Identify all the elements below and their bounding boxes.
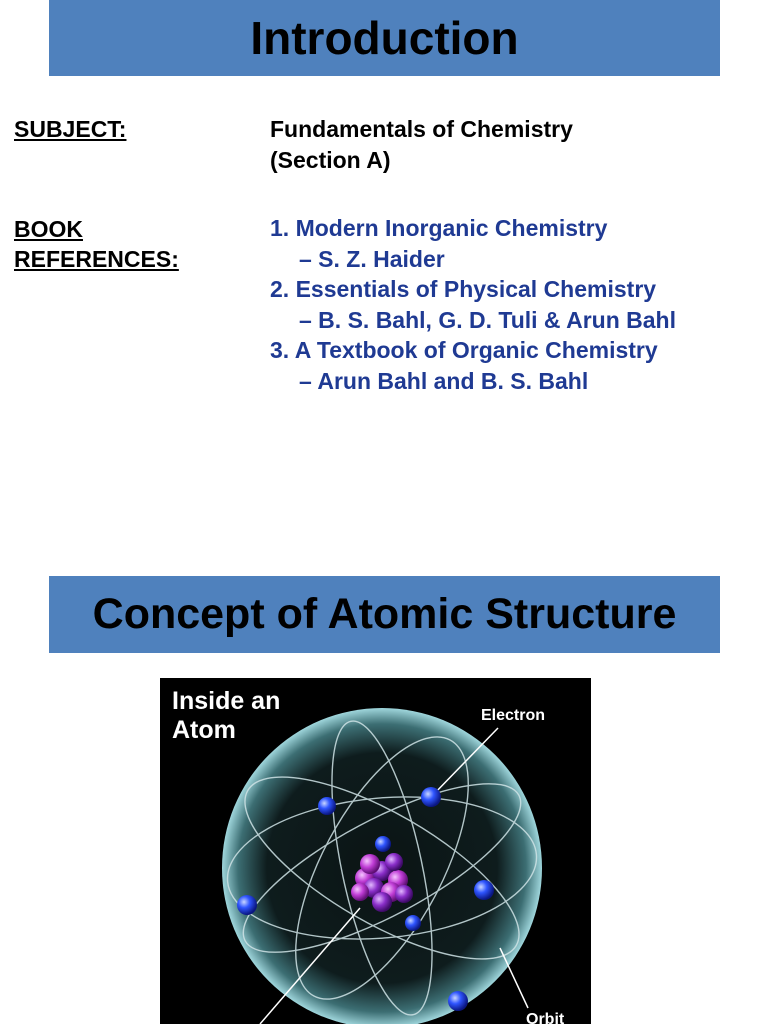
book-reference-item [270,335,676,396]
electron [448,991,468,1011]
subject-label: SUBJECT: [14,116,127,142]
book-reference-title: 3. A Textbook of Organic Chemistry [270,337,658,363]
electron [318,797,336,815]
book-reference-item [270,274,676,335]
orbit-label: Orbit [526,1011,565,1024]
book-reference-title: 1. Modern Inorganic Chemistry [270,215,608,241]
book-reference-author: – S. Z. Haider [299,245,445,272]
book-references-label-line2: REFERENCES: [14,246,179,272]
book-reference-author: – B. S. Bahl, G. D. Tuli & Arun Bahl [299,306,676,333]
electron [375,836,391,852]
atom-illustration [160,678,591,1024]
book-reference-title: 2. Essentials of Physical Chemistry [270,276,657,302]
subject-value-line2: (Section A) [270,147,391,173]
book-references-list [270,213,676,396]
book-reference-item [270,213,676,274]
subject-value-line1: Fundamentals of Chemistry [270,116,573,142]
electron [405,915,421,931]
electron [474,880,494,900]
book-reference-author: – Arun Bahl and B. S. Bahl [299,367,589,394]
book-references-label-line1: BOOK [14,216,83,242]
nucleon [360,854,380,874]
nucleon [385,853,403,871]
figure-title: Inside an Atom [172,687,281,744]
nucleon [372,892,392,912]
electron [421,787,441,807]
electron-label: Electron [481,707,546,724]
atomic-structure-title: Concept of Atomic Structure [49,576,720,653]
nucleon [395,885,413,903]
introduction-title: Introduction [49,0,720,76]
nucleon [351,883,369,901]
electron [237,895,257,915]
